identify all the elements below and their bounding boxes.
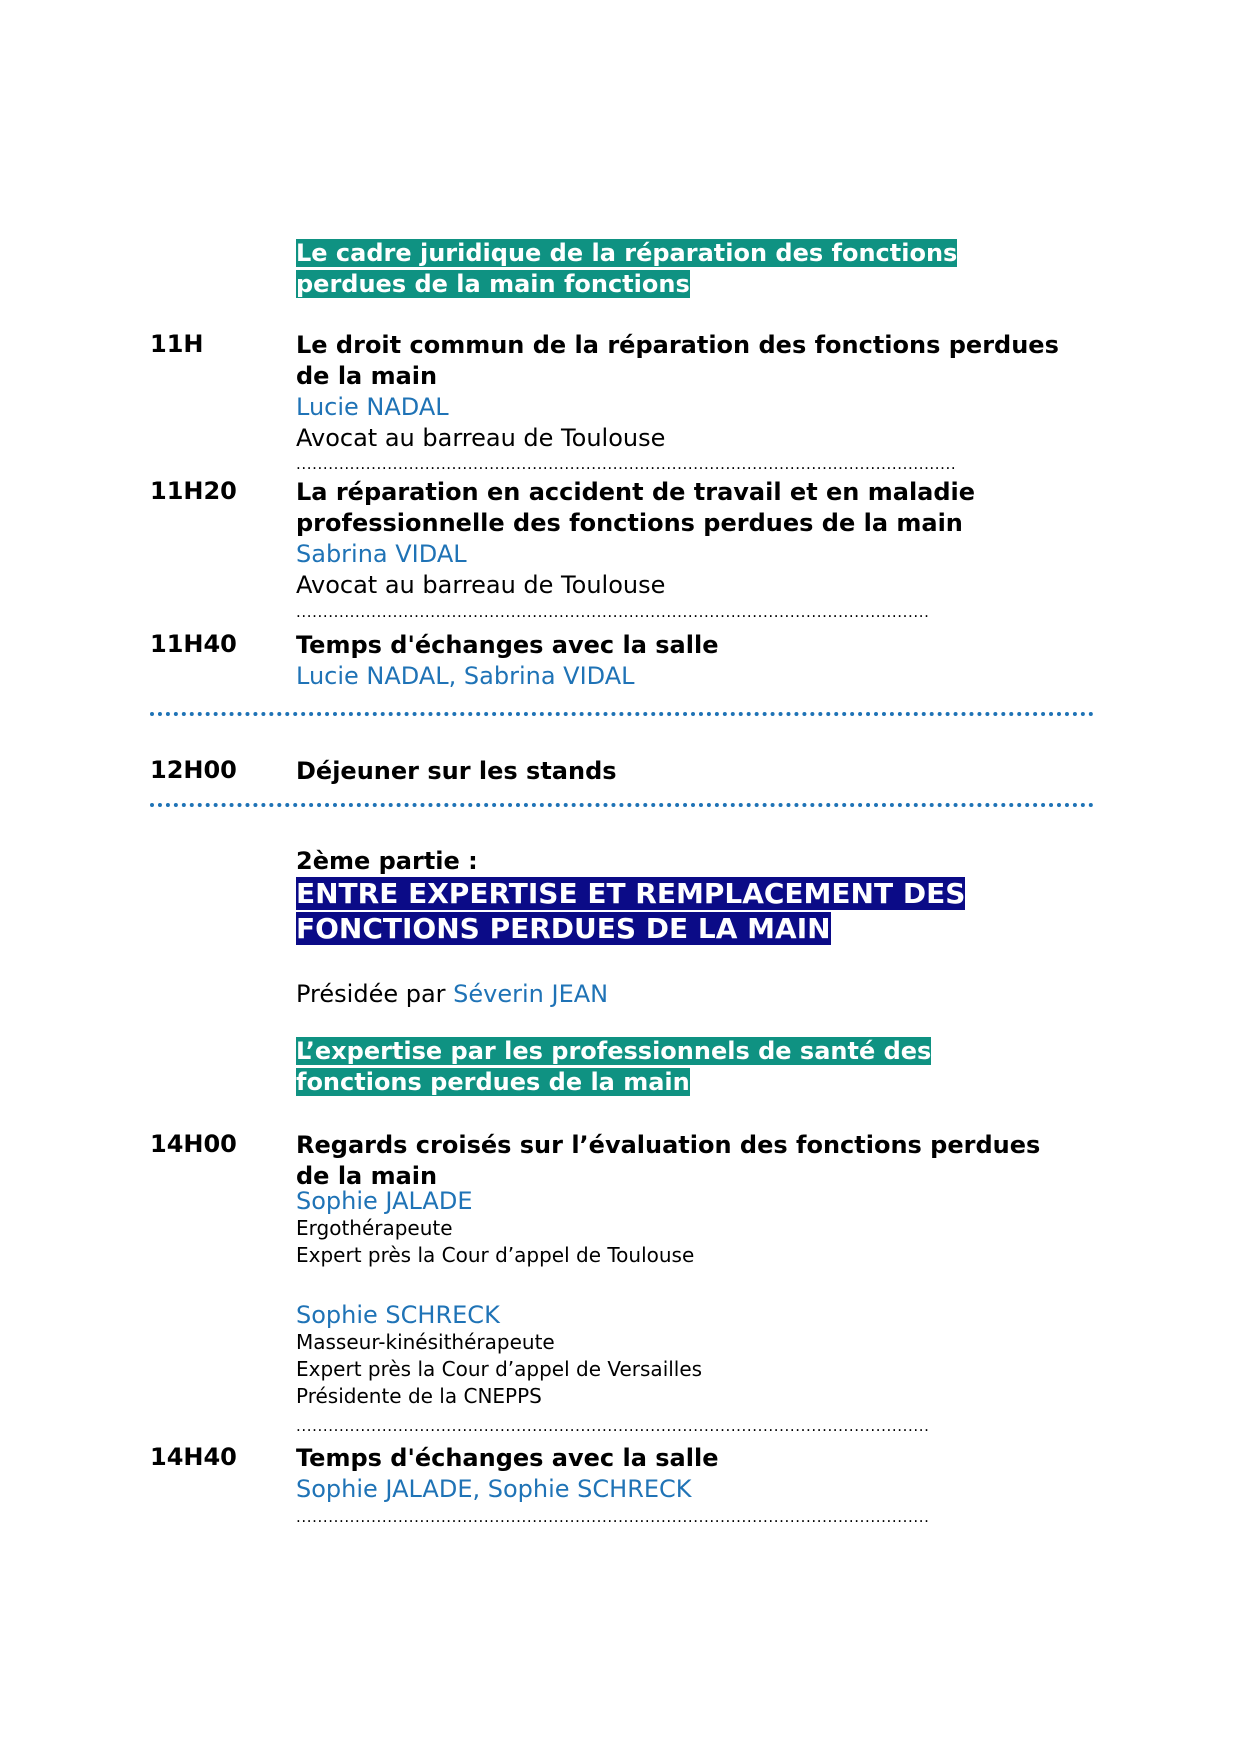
speaker-role: Présidente de la CNEPPS [296,1384,542,1408]
part-title [296,876,965,946]
speaker-block [296,1188,694,1269]
session-title-line2: professionnelle des fonctions perdues de la main [296,509,963,537]
part-label: 2ème partie : [296,847,478,875]
session-title: Déjeuner sur les stands [296,757,617,785]
speaker-role: Ergothérapeute [296,1216,453,1240]
section-title-line2: fonctions perdues de la main [296,1068,690,1096]
part-title-line2: FONCTIONS PERDUES DE LA MAIN [296,912,831,945]
session-title-line2: de la main [296,1162,438,1190]
time-label: 12H00 [150,756,237,784]
session-block [296,1130,1040,1192]
dotted-divider: ...................................................................................................................... [296,1508,930,1526]
speaker-name: Sophie JALADE [296,1187,473,1215]
dotted-divider: ...................................................................................................................... [296,603,930,621]
speaker-names: Lucie NADAL, Sabrina VIDAL [296,662,635,690]
chair-line [296,980,608,1008]
chair-prefix: Présidée par [296,980,446,1008]
session-title: Temps d'échanges avec la salle [296,1444,719,1472]
section-title-health-expertise [296,1036,931,1098]
speaker-name: Sophie SCHRECK [296,1301,500,1329]
session-block [296,477,975,601]
section-title-legal-framework [296,238,957,300]
session-title-line1: Le droit commun de la réparation des fonctions perdues [296,331,1059,359]
section-title-line1: L’expertise par les professionnels de santé des [296,1037,932,1065]
speaker-role: Avocat au barreau de Toulouse [296,571,666,599]
speaker-names: Sophie JALADE, Sophie SCHRECK [296,1475,692,1503]
dotted-divider: ........................................................................................................................... [296,455,957,473]
speaker-role: Masseur-kinésithérapeute [296,1330,555,1354]
part-title-line1: ENTRE EXPERTISE ET REMPLACEMENT DES [296,877,966,910]
speaker-name: Lucie NADAL [296,393,449,421]
blue-dotted-separator [150,712,1094,716]
session-block [296,330,1059,454]
session-title: Temps d'échanges avec la salle [296,631,719,659]
speaker-name: Sabrina VIDAL [296,540,467,568]
time-label: 11H20 [150,477,237,505]
session-block [296,630,718,692]
time-label: 11H40 [150,630,237,658]
speaker-role: Expert près la Cour d’appel de Versailles [296,1357,703,1381]
session-block [296,1443,718,1505]
speaker-role: Expert près la Cour d’appel de Toulouse [296,1243,695,1267]
section-title-line1: Le cadre juridique de la réparation des fonctions [296,239,958,267]
session-title-line2: de la main [296,362,438,390]
dotted-divider: ...................................................................................................................... [296,1417,930,1435]
section-title-line2: perdues de la main fonctions [296,270,690,298]
time-label: 14H00 [150,1130,237,1158]
time-label: 11H [150,330,204,358]
session-title-line1: Regards croisés sur l’évaluation des fonctions perdues [296,1131,1041,1159]
session-title-line1: La réparation en accident de travail et en maladie [296,478,976,506]
chair-name: Séverin JEAN [453,980,609,1008]
time-label: 14H40 [150,1443,237,1471]
speaker-role: Avocat au barreau de Toulouse [296,424,666,452]
blue-dotted-separator [150,803,1094,807]
speaker-block [296,1302,702,1410]
